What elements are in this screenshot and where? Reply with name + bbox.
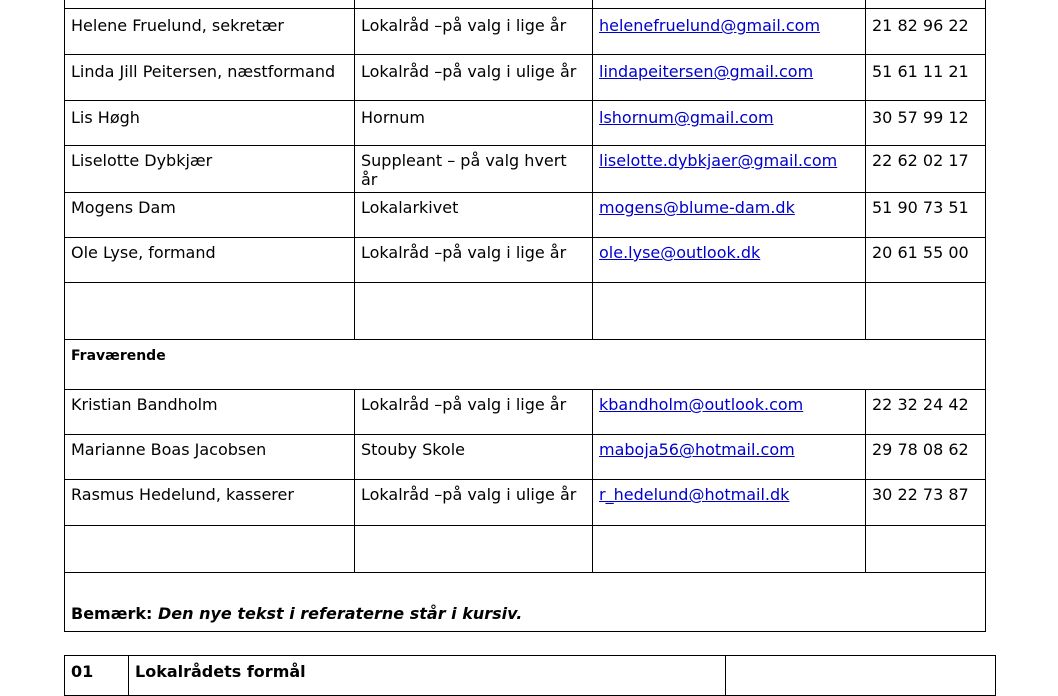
name-cell: Liselotte Dybkjær [65,146,355,193]
email-link[interactable]: kbandholm@outlook.com [599,395,804,414]
table-row [65,9,986,55]
phone-cell: 51 90 73 51 [866,193,986,238]
table-row [65,193,986,238]
phone-cell [866,0,986,9]
email-link[interactable]: ole.lyse@outlook.dk [599,243,761,262]
role-cell [355,0,593,9]
table-row [65,0,986,9]
email-cell [593,146,866,193]
name-cell: Ole Lyse, formand [65,238,355,283]
phone-cell: 21 82 96 22 [866,9,986,55]
email-link[interactable]: liselotte.dybkjaer@gmail.com [599,151,838,170]
email-cell [593,0,866,9]
table-row [65,101,986,146]
agenda-number: 01 [65,656,129,696]
agenda-table [64,655,996,696]
name-cell: Kristian Bandholm [65,390,355,435]
role-cell: Lokalråd –på valg i lige år [355,390,593,435]
role-cell: Stouby Skole [355,435,593,480]
phone-cell: 22 62 02 17 [866,146,986,193]
role-cell: Lokalråd –på valg i lige år [355,9,593,55]
table-row [65,480,986,526]
note-label: Bemærk: [71,604,153,623]
email-cell [593,435,866,480]
role-cell: Lokalarkivet [355,193,593,238]
role-cell: Lokalråd –på valg i ulige år [355,480,593,526]
absent-section-label: Fraværende [65,340,986,390]
name-cell: Linda Jill Peitersen, næstformand [65,55,355,101]
table-row [65,146,986,193]
email-cell [593,390,866,435]
note [65,573,986,632]
name-cell: Marianne Boas Jacobsen [65,435,355,480]
name-cell: Helene Fruelund, sekretær [65,9,355,55]
role-cell: Hornum [355,101,593,146]
phone-cell: 30 22 73 87 [866,480,986,526]
email-cell [593,9,866,55]
email-link[interactable]: r_hedelund@hotmail.dk [599,485,790,504]
email-link[interactable]: lindapeitersen@gmail.com [599,62,814,81]
email-cell [593,480,866,526]
table-row [65,390,986,435]
email-cell [593,193,866,238]
phone-cell: 22 32 24 42 [866,390,986,435]
table-row [65,435,986,480]
name-cell: Lis Høgh [65,101,355,146]
email-cell [593,55,866,101]
email-link[interactable]: mogens@blume-dam.dk [599,198,795,217]
table-row [65,55,986,101]
email-link[interactable]: lshornum@gmail.com [599,108,774,127]
role-cell: Suppleant – på valg hvert år [355,146,593,193]
email-cell [593,238,866,283]
empty-row [65,526,986,573]
phone-cell: 20 61 55 00 [866,238,986,283]
table-row [65,238,986,283]
role-cell: Lokalråd –på valg i ulige år [355,55,593,101]
email-link[interactable]: helenefruelund@gmail.com [599,16,821,35]
email-cell [593,101,866,146]
agenda-title: Lokalrådets formål [129,656,726,696]
members-table [64,0,986,632]
role-cell: Lokalråd –på valg i lige år [355,238,593,283]
phone-cell: 30 57 99 12 [866,101,986,146]
agenda-row [65,656,996,696]
phone-cell: 29 78 08 62 [866,435,986,480]
name-cell: Mogens Dam [65,193,355,238]
name-cell [65,0,355,9]
section-row [65,340,986,390]
agenda-notes-cell [726,656,996,696]
note-row [65,573,986,632]
empty-row [65,283,986,340]
name-cell: Rasmus Hedelund, kasserer [65,480,355,526]
note-text: Den nye tekst i referaterne står i kursiv. [158,604,523,623]
email-link[interactable]: maboja56@hotmail.com [599,440,795,459]
phone-cell: 51 61 11 21 [866,55,986,101]
